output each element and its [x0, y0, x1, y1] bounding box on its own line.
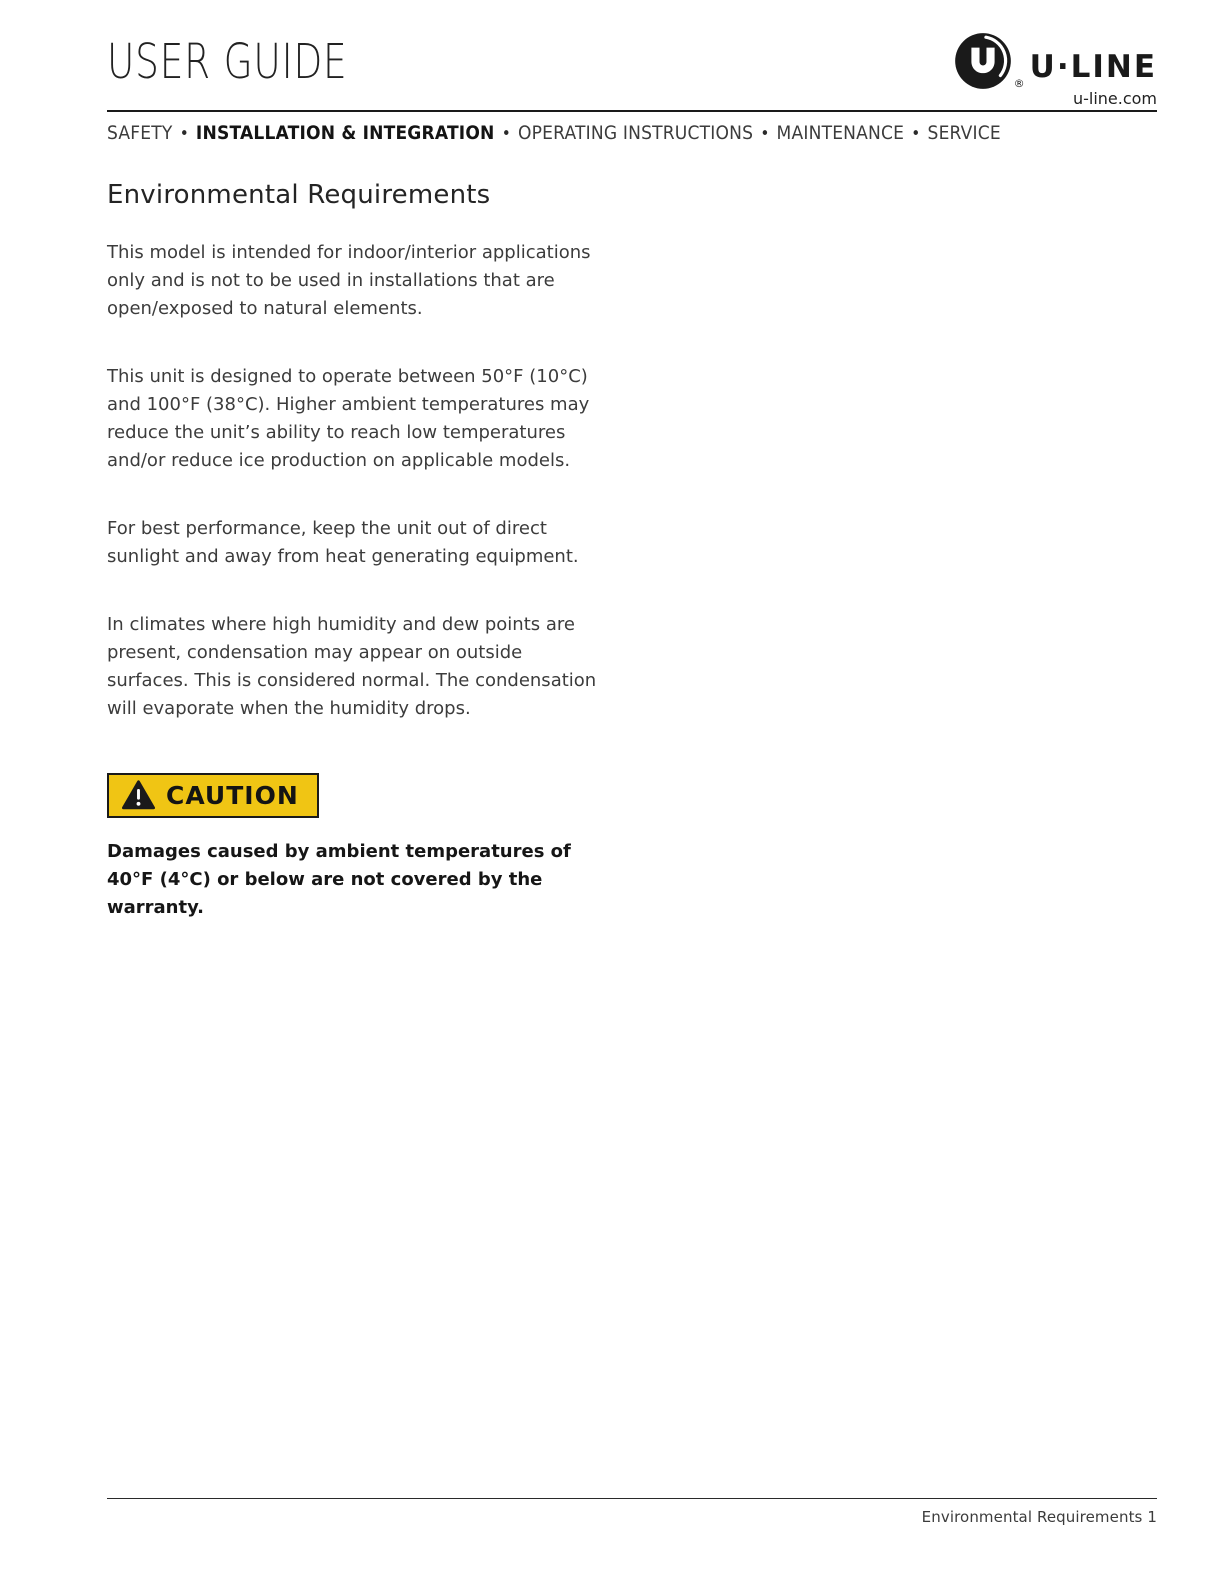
nav-bullet-separator: • — [760, 124, 770, 144]
footer-page-number: 1 — [1147, 1508, 1157, 1526]
caution-label: CAUTION — [166, 780, 299, 810]
nav-item-maintenance: MAINTENANCE — [776, 122, 905, 144]
website-url: u-line.com — [1072, 89, 1157, 108]
paragraph-operating-temperature: This unit is designed to operate between 50°F (10°C) and 100°F (38°C). Higher ambient temperatures may reduce the unit’s ability to reach low temperatures and/or reduce ice production on applicable models. — [107, 365, 590, 471]
section-nav — [107, 121, 1157, 145]
caution-banner — [107, 773, 319, 818]
uline-logo — [954, 32, 1157, 107]
nav-item-safety: SAFETY — [107, 122, 173, 144]
nav-item-operating-instructions: OPERATING INSTRUCTIONS — [517, 122, 754, 144]
section-nav-row — [107, 121, 1052, 145]
nav-item-installation-integration: INSTALLATION & INTEGRATION — [195, 122, 495, 144]
nav-bullet-separator: • — [911, 124, 921, 144]
page-title: USER GUIDE — [107, 34, 348, 90]
footer-section-name: Environmental Requirements — [921, 1508, 1143, 1526]
warranty-warning-text: Damages caused by ambient temperatures of 40°F (4°C) or below are not covered by the warranty. — [107, 840, 571, 918]
nav-item-service: SERVICE — [927, 122, 1001, 144]
paragraph-indoor-use: This model is intended for indoor/interior applications only and is not to be used in installations that are open/exposed to natural elements. — [107, 241, 591, 319]
nav-bullet-separator: • — [179, 124, 189, 144]
uline-wordmark: U·LINE — [1029, 49, 1157, 85]
registered-trademark: ® — [1013, 77, 1025, 90]
logo-row — [954, 32, 1157, 90]
warning-triangle-icon — [122, 780, 155, 810]
header-divider — [107, 110, 1157, 112]
footer — [107, 1498, 1157, 1526]
header — [107, 32, 1157, 108]
section-heading: Environmental Requirements — [107, 180, 491, 210]
uline-emblem-icon — [954, 32, 1012, 90]
footer-page-label — [107, 1508, 1157, 1526]
main-content — [107, 181, 609, 922]
paragraph-sunlight: For best performance, keep the unit out of direct sunlight and away from heat generating equipment. — [107, 517, 579, 567]
nav-bullet-separator: • — [501, 124, 511, 144]
footer-divider — [107, 1498, 1157, 1499]
paragraph-condensation: In climates where high humidity and dew points are present, condensation may appear on outside surfaces. This is considered normal. The condensation will evaporate when the humidity drops. — [107, 613, 597, 719]
